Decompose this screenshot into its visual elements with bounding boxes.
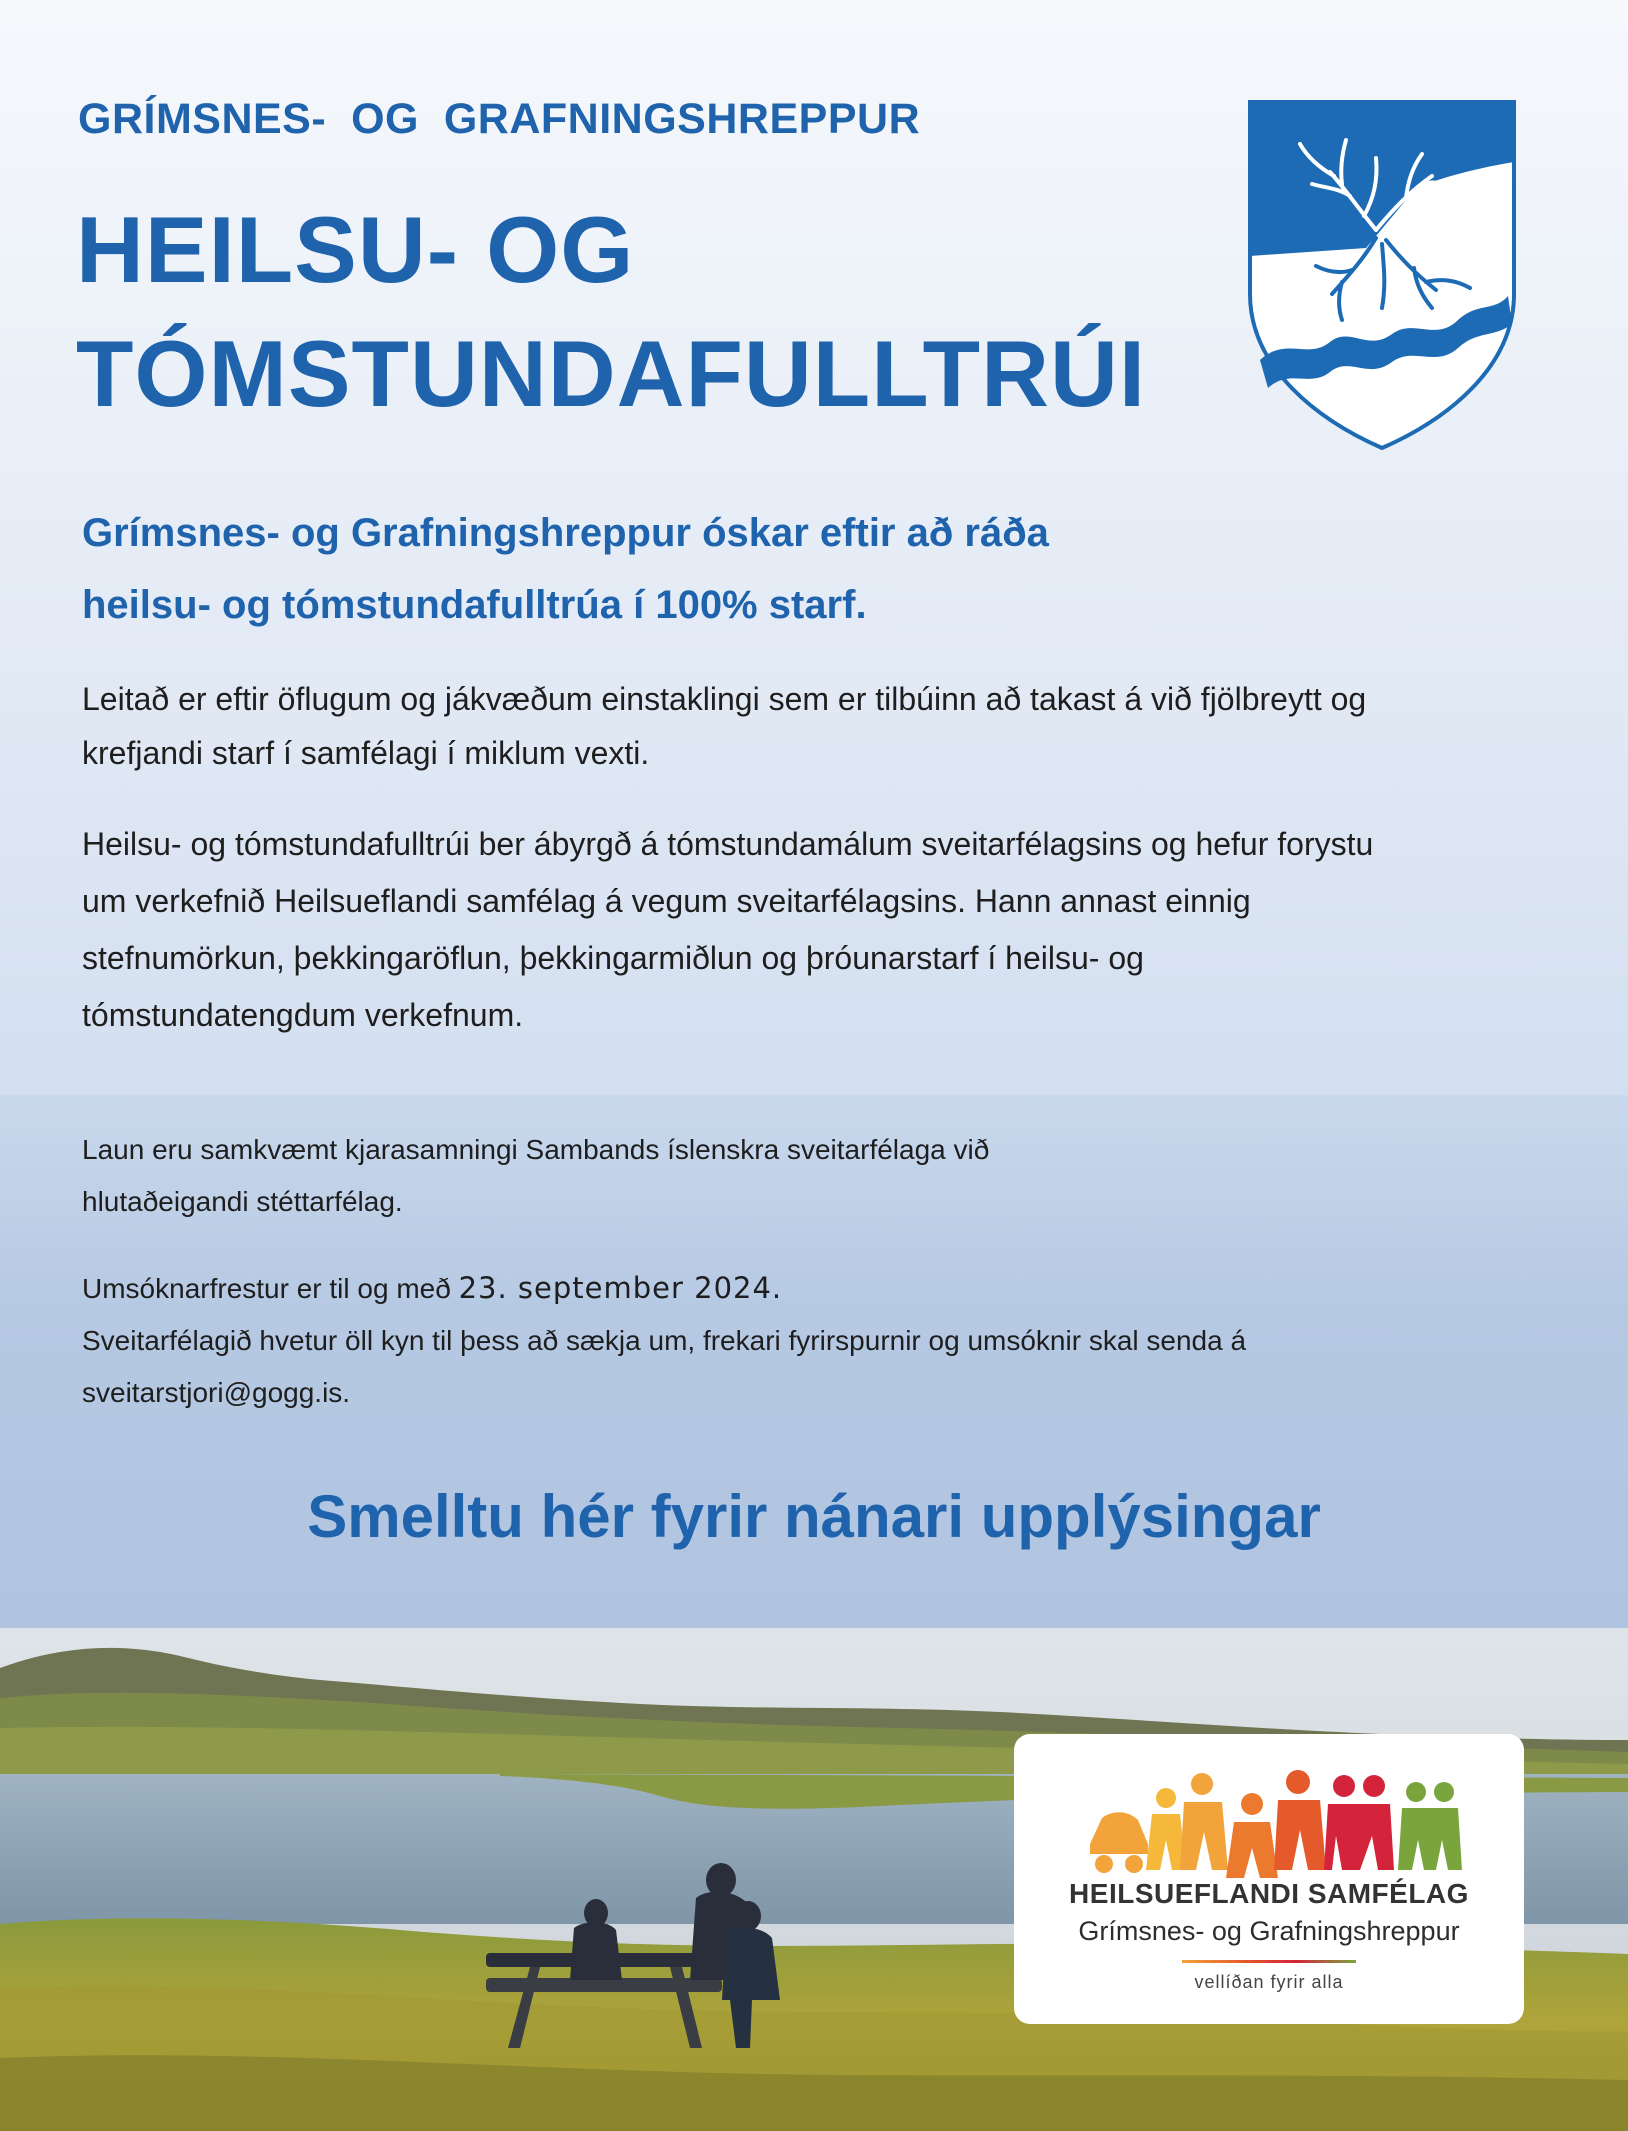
intro-line-1: Leitað er eftir öflugum og jákvæðum einstaklingi sem er tilbúinn að takast á við fjölbreytt og — [82, 681, 1367, 717]
logo-subtitle: Grímsnes- og Grafningshreppur — [1078, 1916, 1460, 1946]
salary-line-2: hlutaðeigandi stéttarfélag. — [82, 1186, 403, 1217]
family-figures-icon — [1082, 1770, 1462, 1878]
responsibilities-line-1: Heilsu- og tómstundafulltrúi ber ábyrgð á tómstundamálum sveitarfélagsins og hefur forystu — [82, 826, 1374, 862]
contact-email[interactable]: sveitarstjori@gogg.is. — [82, 1377, 351, 1408]
logo-divider — [1182, 1960, 1356, 1963]
coat-of-arms-icon — [1246, 98, 1518, 452]
responsibilities-line-3: stefnumörkun, þekkingaröflun, þekkingarmiðlun og þróunarstarf í heilsu- og — [82, 940, 1144, 976]
title-line-1: HEILSU- OG — [76, 197, 635, 302]
responsibilities-paragraph — [82, 816, 1502, 1044]
page-title — [76, 188, 1146, 436]
health-community-logo — [1014, 1734, 1524, 2024]
more-info-link[interactable]: Smelltu hér fyrir nánari upplýsingar — [307, 1483, 1321, 1550]
responsibilities-line-2: um verkefnið Heilsueflandi samfélag á vegum sveitarfélagsins. Hann annast einnig — [82, 883, 1251, 919]
lead-line-2: heilsu- og tómstundafulltrúa í 100% starf. — [82, 583, 867, 627]
logo-tagline: vellíðan fyrir alla — [1194, 1972, 1344, 1992]
application-paragraph — [82, 1262, 1382, 1419]
deadline-date: 23. september 2024. — [458, 1271, 783, 1305]
municipality-name: GRÍMSNES- OG GRAFNINGSHREPPUR — [78, 95, 921, 143]
deadline-line — [82, 1262, 1382, 1315]
apply-line-1: Sveitarfélagið hvetur öll kyn til þess að sækja um, frekari fyrirspurnir og umsóknir skal senda á — [82, 1325, 1247, 1356]
logo-title: HEILSUEFLANDI SAMFÉLAG — [1069, 1878, 1469, 1909]
deadline-prefix: Umsóknarfrestur er til og með — [82, 1273, 459, 1304]
title-line-2: TÓMSTUNDAFULLTRÚI — [76, 321, 1146, 426]
salary-line-1: Laun eru samkvæmt kjarasamningi Sambands íslenskra sveitarfélaga við — [82, 1134, 990, 1165]
lead-paragraph — [82, 497, 1482, 641]
salary-paragraph — [82, 1124, 1382, 1228]
intro-paragraph — [82, 672, 1502, 780]
intro-line-2: krefjandi starf í samfélagi í miklum vexti. — [82, 735, 650, 771]
responsibilities-line-4: tómstundatengdum verkefnum. — [82, 997, 524, 1033]
lead-line-1: Grímsnes- og Grafningshreppur óskar eftir að ráða — [82, 511, 1049, 555]
